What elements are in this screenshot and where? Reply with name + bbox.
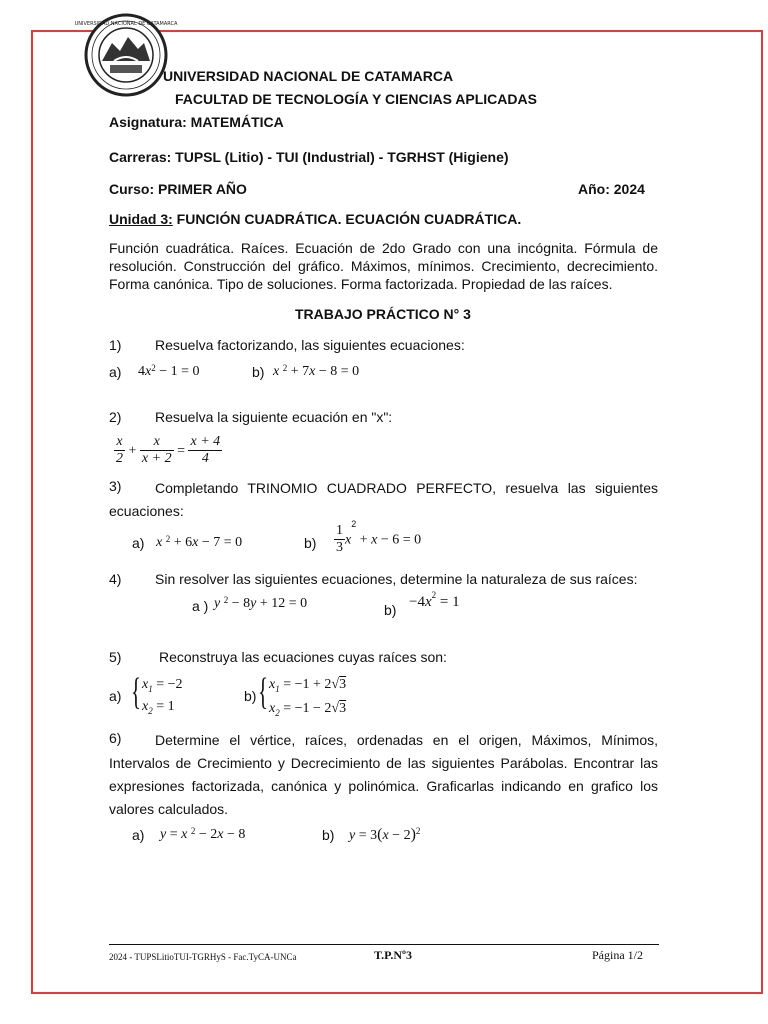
exercise-4-text: Sin resolver las siguientes ecuaciones, determine la naturaleza de sus raíces: [155,571,638,587]
exercise-5b-label: b) [244,688,257,704]
exercise-6-text: Determine el vértice, raíces, ordenadas en el origen, Máximos, Mínimos, Intervalos de Crecimiento y Decrecimiento de las siguientes Parábolas. Encontrar las expresiones factorizada, canónica y polinómica. Graficarlas indicando en grafico los valores calculados. [109,732,658,817]
year-line: Año: 2024 [578,181,645,197]
exercise-6-number: 6) [109,730,122,746]
course-line: Curso: PRIMER AÑO [109,181,247,197]
exercise-1a-equation: $4x^2 - 1 = 0$ [138,363,200,379]
exercise-5-text: Reconstruya las ecuaciones cuyas raíces son: [159,649,447,665]
exercise-3b-equation: $\frac{1}{3}$ $x^2 + x - 6 = 0$ [336,519,422,555]
exercise-5b-root-1: $x_1 = -1 + 2√3$ [269,677,347,694]
exercise-4b-label: b) [384,602,397,618]
exercise-5b-root-2: $x_2 = -1 - 2√3$ [269,701,347,718]
intro-paragraph: Función cuadrática. Raíces. Ecuación de 2do Grado con una incógnita. Fórmula de resolución. Construcción del gráfico. Máximos, mínimos. Crecimiento, decrecimiento. Forma canónica. Tipo de soluciones. Forma factorizada. Propiedad de las raíces. [109,240,658,292]
unit-label: Unidad 3: [109,211,173,227]
seal-lettering: UNIVERSIDAD NACIONAL DE CATAMARCA [74,21,178,27]
subject-line: Asignatura: MATEMÁTICA [109,114,284,130]
exercise-5a-root-1: $x_1 = -2$ [142,677,183,694]
exercise-2-text: Resuelva la siguiente ecuación en "x": [155,409,393,425]
exercise-1b-equation: x $^2$ + 7x − 8 = 0 [273,363,360,379]
exercise-6b-equation: $y = 3(x - 2)^2$ [349,826,421,843]
exercise-4-number: 4) [109,571,122,587]
exercise-1b-label: b) [252,364,265,380]
exercise-6a-label: a) [132,827,145,843]
university-seal-icon [74,13,178,97]
exercise-1-number: 1) [109,337,122,353]
exercise-2-equation: $\frac{x}{2}$ + $\frac{x}{x + 2}$ = $\frac{x + 4}{4}$ [116,434,221,466]
exercise-3b-label: b) [304,535,317,551]
exercise-5-number: 5) [109,649,122,665]
footer-page-number: Página 1/2 [592,948,643,962]
exercise-4b-equation: $-4x^2 = 1$ [409,590,460,610]
exercise-3a-label: a) [132,535,145,551]
exercise-5a-root-2: $x_2 = 1$ [142,699,175,716]
exercise-3-text: Completando TRINOMIO CUADRADO PERFECTO, resuelva las siguientes ecuaciones: [109,480,658,519]
exercise-2-number: 2) [109,409,122,425]
university-name: UNIVERSIDAD NACIONAL DE CATAMARCA [163,68,454,84]
footer-left: 2024 - TUPSLitioTUI-TGRHyS - Fac.TyCA-UNCa [109,952,297,962]
practice-title: TRABAJO PRÁCTICO N° 3 [295,306,471,322]
faculty-name: FACULTAD DE TECNOLOGÍA Y CIENCIAS APLICADAS [175,91,537,107]
unit-line [109,210,521,228]
exercise-4a-label: a ) [192,598,209,614]
unit-title: FUNCIÓN CUADRÁTICA. ECUACIÓN CUADRÁTICA. [172,211,522,227]
careers-line: Carreras: TUPSL (Litio) - TUI (Industrial) - TGRHST (Higiene) [109,149,509,165]
exercise-5a-label: a) [109,688,122,704]
exercise-4a-equation: y $^2$ − 8y + 12 = 0 [214,595,308,611]
exercise-6a-equation: y = x $^2$ − 2x − 8 [160,826,246,842]
exercise-1a-label: a) [109,364,122,380]
exercise-3-number: 3) [109,478,122,494]
footer-rule [109,944,659,945]
exercise-5a-brace: { [131,671,142,713]
exercise-3a-equation: x $^2$ + 6x − 7 = 0 [156,534,243,550]
exercise-1-text: Resuelva factorizando, las siguientes ecuaciones: [155,337,465,353]
exercise-6b-label: b) [322,827,335,843]
footer-center: T.P.Nº3 [374,948,412,962]
exercise-5b-brace: { [258,671,269,713]
